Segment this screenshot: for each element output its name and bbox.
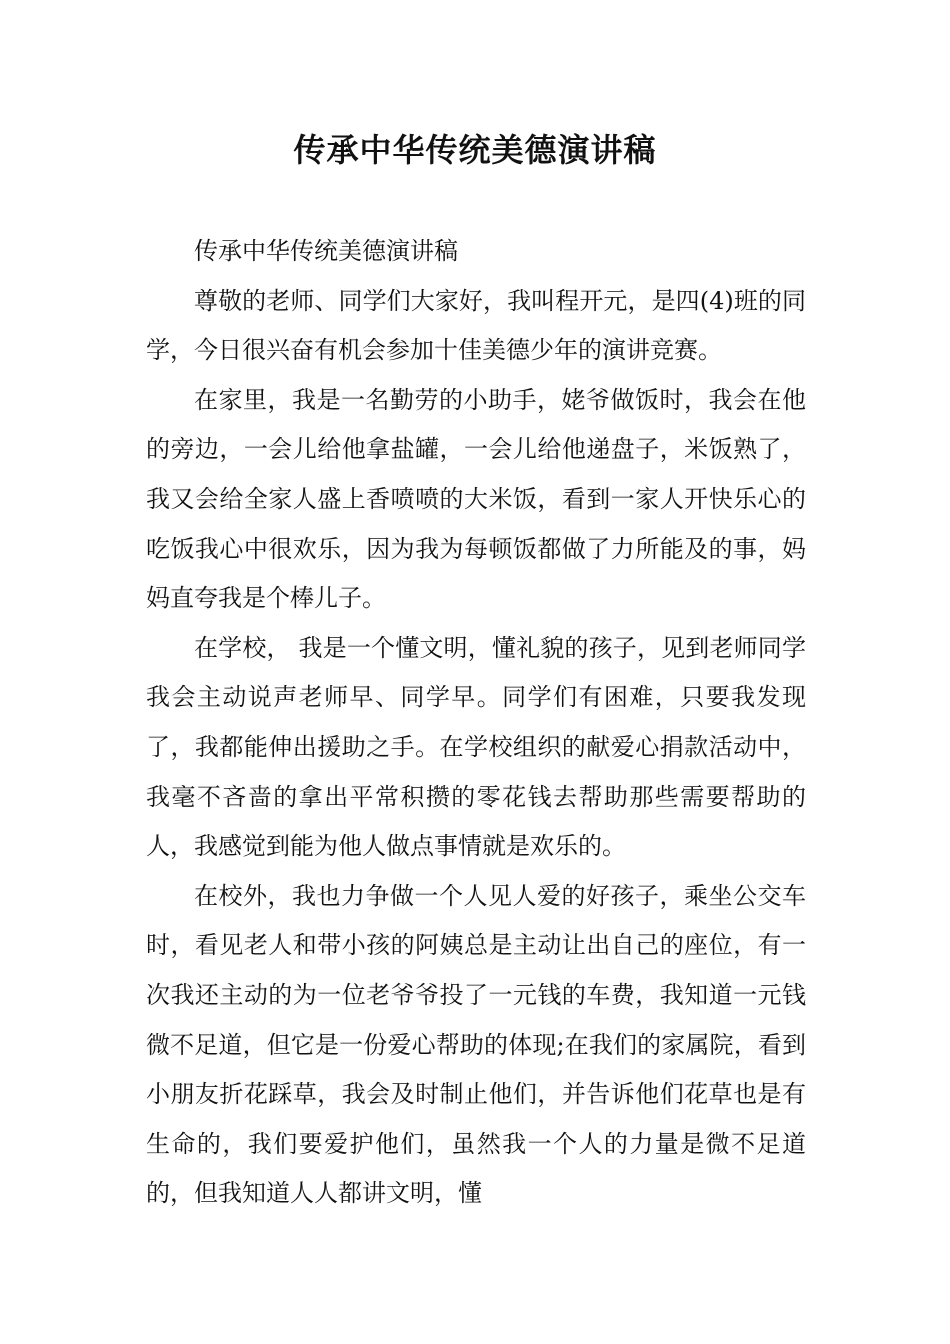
paragraph-school: 在学校， 我是一个懂文明，懂礼貌的孩子，见到老师同学我会主动说声老师早、同学早。同学们有困难，只要我发现了，我都能伸出援助之手。在学校组织的献爱心捐款活动中，我毫不吝啬的拿出平常积攒的零花钱去帮助那些需要帮助的人，我感觉到能为他人做点事情就是欢乐的。 [146, 633, 806, 861]
paragraph-greeting: 尊敬的老师、同学们大家好，我叫程开元，是四(4)班的同学，今日很兴奋有机会参加十佳美德少年的演讲竞赛。 [146, 286, 806, 365]
paragraph-home: 在家里，我是一名勤劳的小助手，姥爷做饭时，我会在他的旁边，一会儿给他拿盐罐，一会儿给他递盘子，米饭熟了，我又会给全家人盛上香喷喷的大米饭，看到一家人开快乐心的吃饭我心中很欢乐，因为我为每顿饭都做了力所能及的事，妈妈直夸我是个棒儿子。 [146, 385, 806, 613]
document-body [146, 227, 806, 1219]
paragraph-subtitle: 传承中华传统美德演讲稿 [194, 237, 458, 265]
paragraph-outside: 在校外，我也力争做一个人见人爱的好孩子，乘坐公交车时，看见老人和带小孩的阿姨总是主动让出自己的座位，有一次我还主动的为一位老爷爷投了一元钱的车费，我知道一元钱微不足道，但它是一份爱心帮助的体现;在我们的家属院，看到小朋友折花踩草，我会及时制止他们，并告诉他们花草也是有生命的，我们要爱护他们，虽然我一个人的力量是微不足道的，但我知道人人都讲文明，懂 [146, 881, 806, 1208]
document-title: 传承中华传统美德演讲稿 [293, 131, 657, 169]
